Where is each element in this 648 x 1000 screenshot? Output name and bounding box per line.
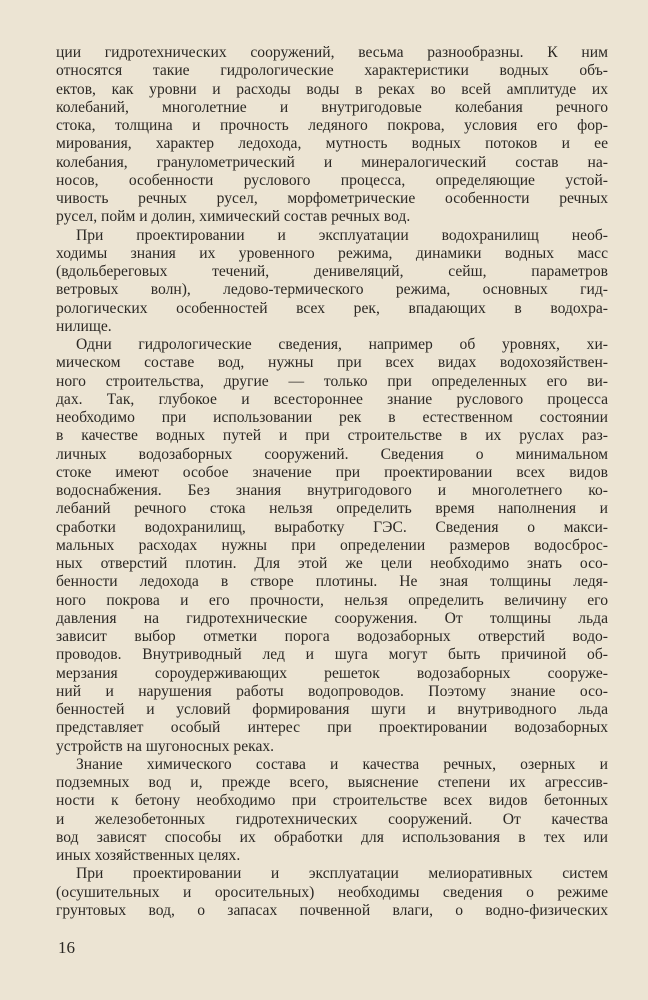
text-line: мическом составе вод, нужны при всех видах водохозяйствен- [56, 354, 608, 372]
text-line: бенностей и условий формирования шуги и внутриводного льда [56, 701, 608, 718]
text-line: Одни гидрологические сведения, например об уровнях, хи- [76, 336, 608, 353]
text-line: относятся такие гидрологические характеристики водных объ- [56, 62, 608, 80]
text-line: вод зависят способы их обработки для использования в тех или [56, 828, 608, 846]
text-line: рологических особенностей всех рек, впадающих в водохра- [56, 299, 608, 317]
text-line: стоке имеют особое значение при проектировании всех видов [56, 463, 608, 481]
text-line: При проектировании и эксплуатации водохранилищ необ- [76, 226, 608, 244]
text-line: мальных расходах нужны при определении размеров водосброс- [56, 536, 608, 554]
text-line: (осушительных и оросительных) необходимы сведения о режиме [56, 883, 608, 901]
text-line: стока, толщина и прочность ледяного покрова, условия его фор- [56, 117, 608, 134]
text-line: ветровых волн), ледово-термического режима, основных гид- [56, 281, 608, 299]
text-body [56, 44, 608, 920]
text-line: необходимо при использовании рек в естественном состоянии [56, 409, 608, 426]
text-line: подземных вод и, прежде всего, выяснение степени их агрессив- [56, 774, 608, 791]
text-line: ных отверстий плотин. Для этой же цели необходимо знать осо- [56, 555, 608, 572]
paragraph [56, 865, 608, 920]
text-line: колебаний, многолетние и внутригодовые колебания речного [56, 98, 608, 116]
text-line: лебаний речного стока нельзя определить время наполнения и [56, 500, 608, 518]
text-line: бенности ледохода в створе плотины. Не зная толщины ледя- [56, 573, 608, 591]
text-line: зависит выбор отметки порога водозаборных отверстий водо- [56, 628, 608, 645]
text-line: ности к бетону необходимо при строительстве всех видов бетонных [56, 792, 608, 810]
text-line: дах. Так, глубокое и всестороннее знание руслового процесса [56, 390, 608, 408]
text-line: водоснабжения. Без знания внутригодового и многолетнего ко- [56, 482, 608, 499]
text-line: иных хозяйственных целях. [56, 847, 241, 864]
text-line: ции гидротехнических сооружений, весьма разнообразны. К ним [56, 44, 608, 61]
text-line: При проектировании и эксплуатации мелиоративных систем [76, 865, 608, 883]
text-line: Знание химического состава и качества речных, озерных и [76, 755, 608, 773]
text-line: мирования, характер ледохода, мутность водных потоков и ее [56, 135, 608, 153]
text-line: сработки водохранилищ, выработку ГЭС. Сведения о макси- [56, 518, 608, 536]
page-number: 16 [58, 938, 75, 957]
text-line: носов, особенности руслового процесса, определяющие устой- [56, 171, 608, 189]
paragraph [56, 44, 608, 227]
text-line: ходимы знания их уровенного режима, динамики водных масс [56, 244, 608, 262]
text-line: устройств на шугоносных реках. [56, 737, 275, 755]
text-line: колебания, гранулометрический и минералогический состав на- [56, 153, 608, 171]
text-line: грунтовых вод, о запасах почвенной влаги, о водно-физических [56, 901, 608, 919]
text-line: давления на гидротехнические сооружения. От толщины льда [56, 609, 608, 627]
text-line: проводов. Внутриводный лед и шуга могут быть причиной об- [56, 646, 608, 664]
text-line: ного строительства, другие — только при определенных его ви- [56, 372, 608, 390]
text-line: нилище. [56, 317, 112, 335]
paragraph [56, 336, 608, 756]
text-line: мерзания сороудерживающих решеток водозаборных сооруже- [56, 664, 608, 682]
paragraph [56, 227, 608, 337]
text-line: ний и нарушения работы водопроводов. Поэтому знание осо- [56, 682, 608, 700]
text-line: чивость речных русел, морфометрические особенности речных [56, 190, 608, 207]
text-line: личных водозаборных сооружений. Сведения о минимальном [56, 445, 608, 463]
text-line: (вдольбереговых течений, денивеляций, сейш, параметров [56, 263, 608, 280]
text-line: ного покрова и его прочности, нельзя определить величину его [56, 591, 608, 609]
text-line: ектов, как уровни и расходы воды в реках во всей амплитуде их [56, 80, 608, 98]
text-line: представляет особый интерес при проектировании водозаборных [56, 719, 608, 737]
text-line: и железобетонных гидротехнических сооружений. От качества [56, 810, 608, 828]
text-line: русел, пойм и долин, химический состав речных вод. [56, 208, 411, 226]
text-line: в качестве водных путей и при строительстве в их руслах раз- [56, 427, 608, 445]
paragraph [56, 756, 608, 866]
